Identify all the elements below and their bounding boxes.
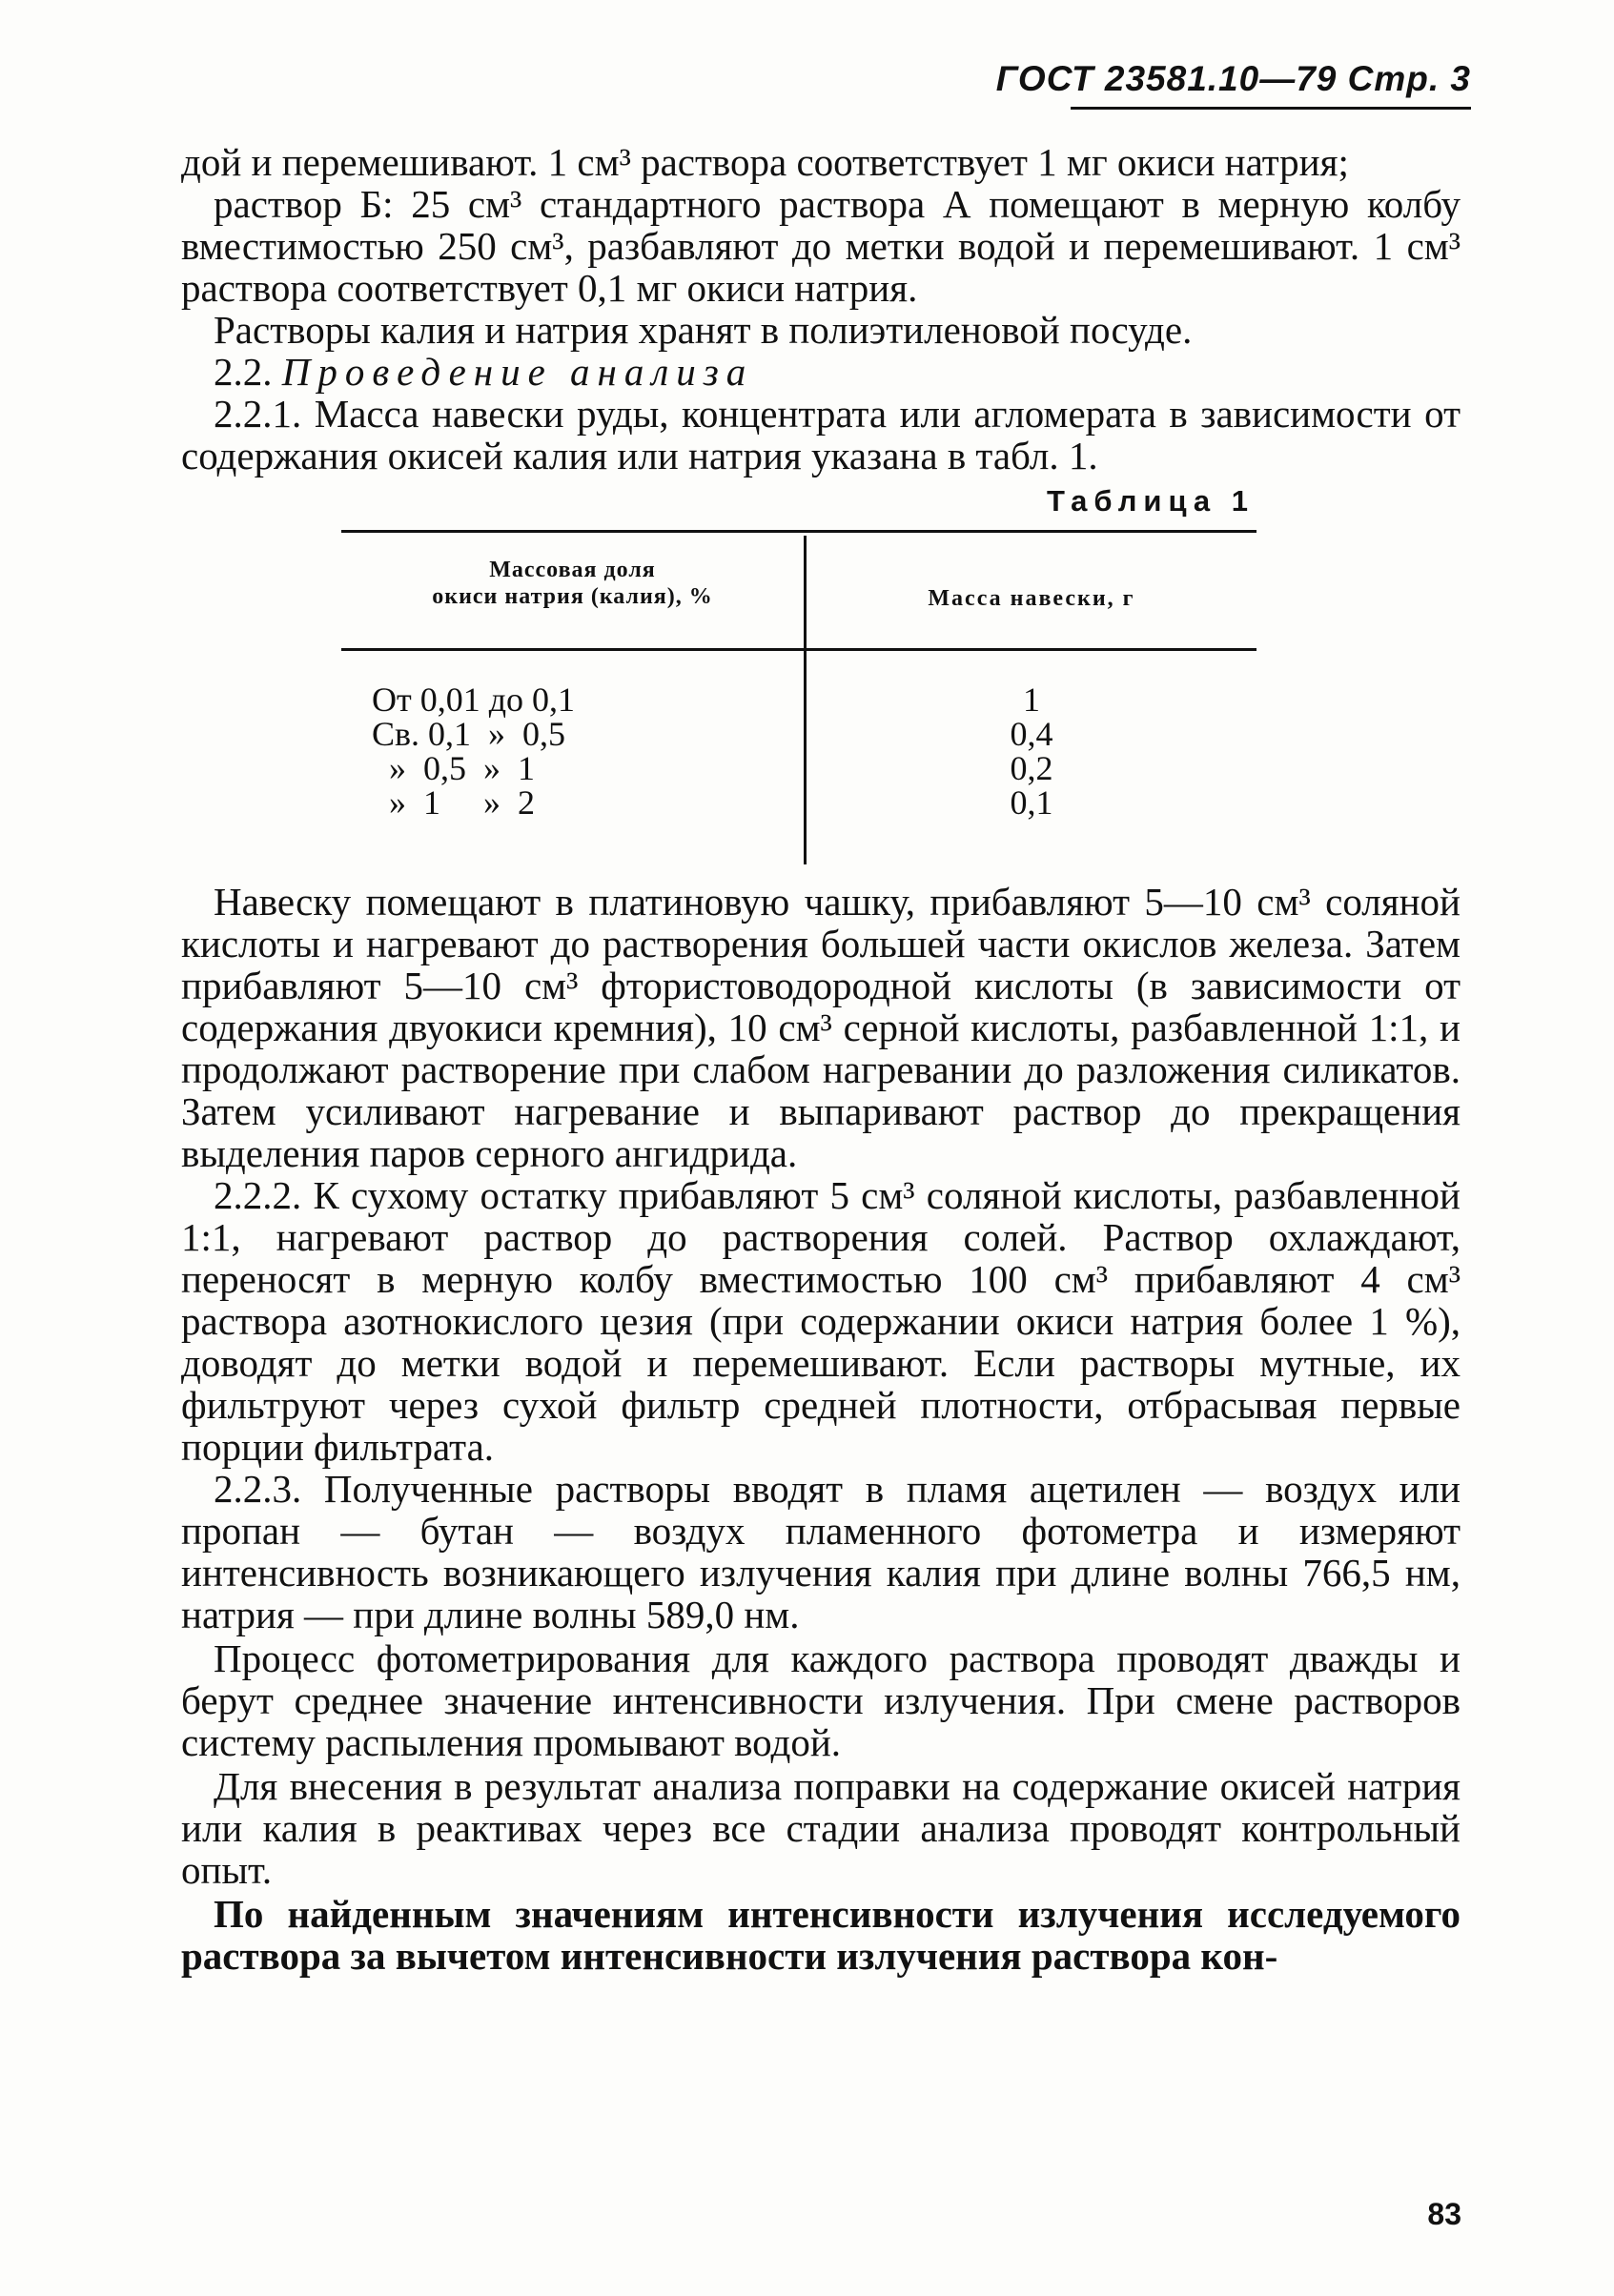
paragraph-7: 2.2.3. Полученные растворы вводят в пламя ацетилен — воздух или пропан — бутан — воздух пламенного фотометра и измеряют интенсивность возникающего излучения калия при длине волны 766,5 нм, натрия — при длине волны 589,0 нм. <box>181 1467 1461 1636</box>
paragraph-8: Процесс фотометрирования для каждого раствора проводят дважды и берут среднее значение интенсивности излучения. При смене растворов систему распыления промывают водой. <box>181 1636 1461 1764</box>
table-1 <box>181 480 1461 881</box>
paragraph-10: По найденным значениям интенсивности излучения исследуемого раствора за вычетом интенсивности излучения раствора кон- <box>181 1892 1461 1978</box>
paragraph-6: 2.2.2. К сухому остатку прибавляют 5 см³ соляной кислоты, разбавленной 1:1, нагревают раствор до растворения солей. Раствор охлаждают, переносят в мерную колбу вместимостью 100 см³ прибавляют 4 см³ раствора азотнокислого цезия (при содержании окиси натрия более 1 %), доводят до метки водой и перемешивают. Если растворы мутные, их фильтруют через сухой фильтр средней плотности, отбрасывая первые порции фильтрата. <box>181 1173 1461 1469</box>
table-cell-mass: 0,1 <box>1010 783 1053 822</box>
table-top-rule <box>341 530 1256 533</box>
paragraph-9: Для внесения в результат анализа поправки на содержание окисей натрия или калия в реактивах через все стадии анализа проводят контрольный опыт. <box>181 1764 1461 1892</box>
paragraph-1: дой и перемешивают. 1 см³ раствора соответствует 1 мг окиси натрия; <box>181 140 1349 184</box>
body-text <box>181 141 1461 1977</box>
table-column-range <box>372 682 791 820</box>
table-header-rule <box>341 648 1256 651</box>
table-cell-range: » 1 » 2 <box>372 783 535 822</box>
page-header: ГОСТ 23581.10—79 Стр. 3 <box>995 59 1471 98</box>
paragraph-3: Растворы калия и натрия хранят в полиэтиленовой посуде. <box>214 308 1193 352</box>
table-header-sample-mass: Масса навески, г <box>928 586 1135 611</box>
table-column-mass <box>807 682 1256 820</box>
section-heading <box>181 351 1461 393</box>
table-header-mass-fraction <box>341 557 804 610</box>
table-cell-range: От 0,01 до 0,1 <box>372 681 576 719</box>
paragraph-5: Навеску помещают в платиновую чашку, прибавляют 5—10 см³ соляной кислоты и нагревают до растворения большей части окислов железа. Затем прибавляют 5—10 см³ фтористоводородной кислоты (в зависимости от содержания двуокиси кремния), 10 см³ серной кислоты, разбавленной 1:1, и продолжают растворение при слабом нагревании до разложения силикатов. Затем усиливают нагревание и выпаривают раствор до прекращения выделения паров серного ангидрида. <box>181 880 1461 1175</box>
table-caption: Таблица 1 <box>1046 484 1255 518</box>
table-cell-mass: 1 <box>1023 681 1040 719</box>
table-header-mass-fraction-line1: Массовая доля <box>489 558 656 582</box>
section-heading-text: Проведение анализа <box>281 350 754 394</box>
paragraph-4: 2.2.1. Масса навески руды, концентрата или агломерата в зависимости от содержания окисей калия или натрия указана в табл. 1. <box>181 392 1461 477</box>
table-cell-mass: 0,4 <box>1010 715 1053 753</box>
page-number: 83 <box>1427 2197 1461 2231</box>
table-header-mass-fraction-line2: окиси натрия (калия), % <box>432 584 713 609</box>
paragraph-2: раствор Б: 25 см³ стандартного раствора А помещают в мерную колбу вместимостью 250 см³, разбавляют до метки водой и перемешивают. 1 см³ раствора соответствует 0,1 мг окиси натрия. <box>181 182 1461 310</box>
header-rule <box>1071 107 1471 110</box>
table-cell-range: » 0,5 » 1 <box>372 749 535 787</box>
section-heading-number: 2.2. <box>214 350 273 394</box>
table-cell-mass: 0,2 <box>1010 749 1053 787</box>
table-cell-range: Св. 0,1 » 0,5 <box>372 715 566 753</box>
